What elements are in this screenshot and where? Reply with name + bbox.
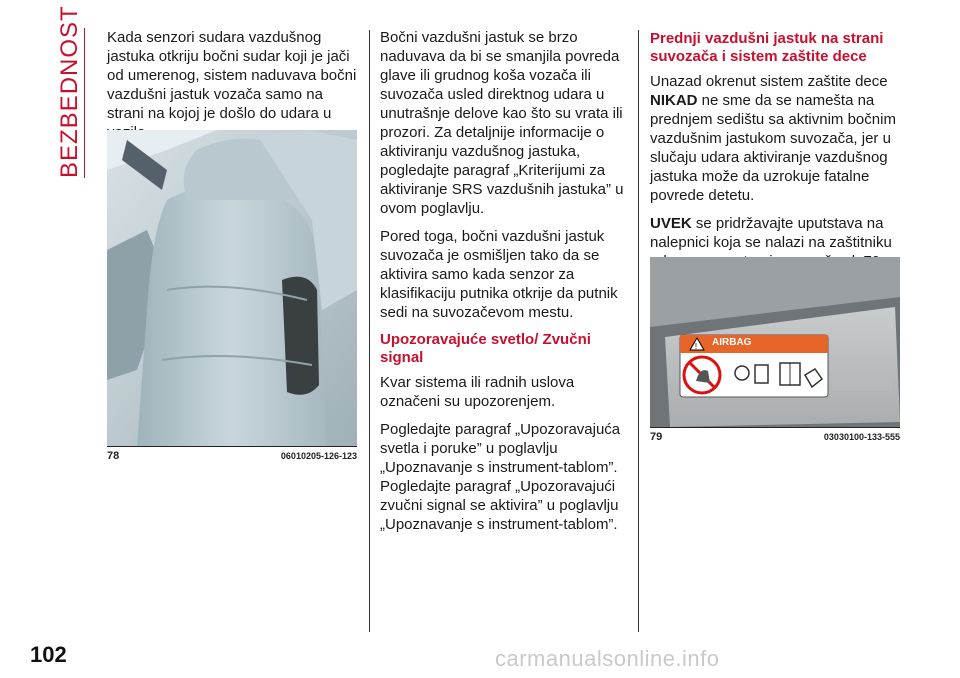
paragraph-text: se pridržavajte uputstava na nalepnici koja se nalazi na zaštitniku xyxy=(650,215,892,251)
section-heading: Prednji vazdušni jastuk na strani suvozača i sistem zaštite dece xyxy=(650,30,884,65)
paragraph: Pogledajte paragraf „Upozoravajuća svetla i poruke” u poglavlju „Upoznavanje s instrument-tablom”. Pogledajte paragraf „Upozoravajući zvučni signal se aktivira” u poglavlju „Upoznavanje s instrument-tablom”. xyxy=(380,421,621,533)
column-3 xyxy=(650,28,900,280)
paragraph: Bočni vazdušni jastuk se brzo naduvava da bi se smanjila povreda glave ili grudnog koša vozača ili suvozača usled direktnog udara u unutrašnje delove kao što su vrata ili prozori. Za detaljnije informacije o aktiviranju vazdušnog jastuka, pogledajte paragraf „Kriterijumi za aktiviranje SRS vazdušnih jastuka” u ovom poglavlju. xyxy=(380,29,624,217)
emphasis-never: NIKAD xyxy=(650,92,698,109)
sun-visor-illustration xyxy=(650,257,900,427)
figure-79 xyxy=(650,257,900,443)
figure-code: 03030100-133-555 xyxy=(823,432,900,442)
paragraph xyxy=(650,72,900,205)
watermark: carmanualsonline.info xyxy=(495,646,720,671)
column-divider-1 xyxy=(369,30,370,632)
column-2 xyxy=(380,28,632,543)
paragraph: Pored toga, bočni vazdušni jastuk suvozača je osmišljen tako da se aktivira samo kada senzor za klasifikaciju putnika otkrije da putnik sedi na suvozačevom mestu. xyxy=(380,228,618,321)
section-title-rule xyxy=(84,28,85,178)
figure-caption xyxy=(107,447,357,462)
figure-number: 78 xyxy=(107,450,120,462)
figure-caption xyxy=(650,428,900,443)
figure-code: 06010205-126-123 xyxy=(280,451,357,461)
emphasis-always: UVEK xyxy=(650,215,692,232)
paragraph: Kada senzori sudara vazdušnog jastuka otkriju bočni sudar koji je jači od umerenog, sistem naduvava bočni vazdušni jastuk vozača samo na strani na kojoj je došlo do udara u xyxy=(107,29,357,122)
seat-illustration xyxy=(107,130,357,446)
svg-text:!: ! xyxy=(694,342,698,351)
section-title-text: BEZBEDNOST xyxy=(56,5,83,178)
sun-visor-photo xyxy=(650,257,900,427)
airbag-label-text: AIRBAG xyxy=(712,337,752,348)
seat-photo xyxy=(107,130,357,446)
column-divider-2 xyxy=(638,30,639,632)
paragraph: Kvar sistema ili radnih uslova označeni su upozorenjem. xyxy=(380,374,575,410)
section-heading: Upozoravajuće svetlo/ Zvučni signal xyxy=(380,331,591,366)
page-number: 102 xyxy=(30,642,67,667)
figure-number: 79 xyxy=(650,431,663,443)
paragraph-text: Unazad okrenut sistem zaštite dece xyxy=(650,73,888,90)
paragraph-text: ne sme da se namešta na prednjem sedištu sa aktivnim bočnim vazdušnim jastukom suvozača, jer u slučaju udara aktiviranje vazdušnog jastuka može da uzrokuje fatalne povrede detetu. xyxy=(650,92,896,204)
figure-78 xyxy=(107,130,357,462)
section-title-vertical xyxy=(56,5,83,178)
